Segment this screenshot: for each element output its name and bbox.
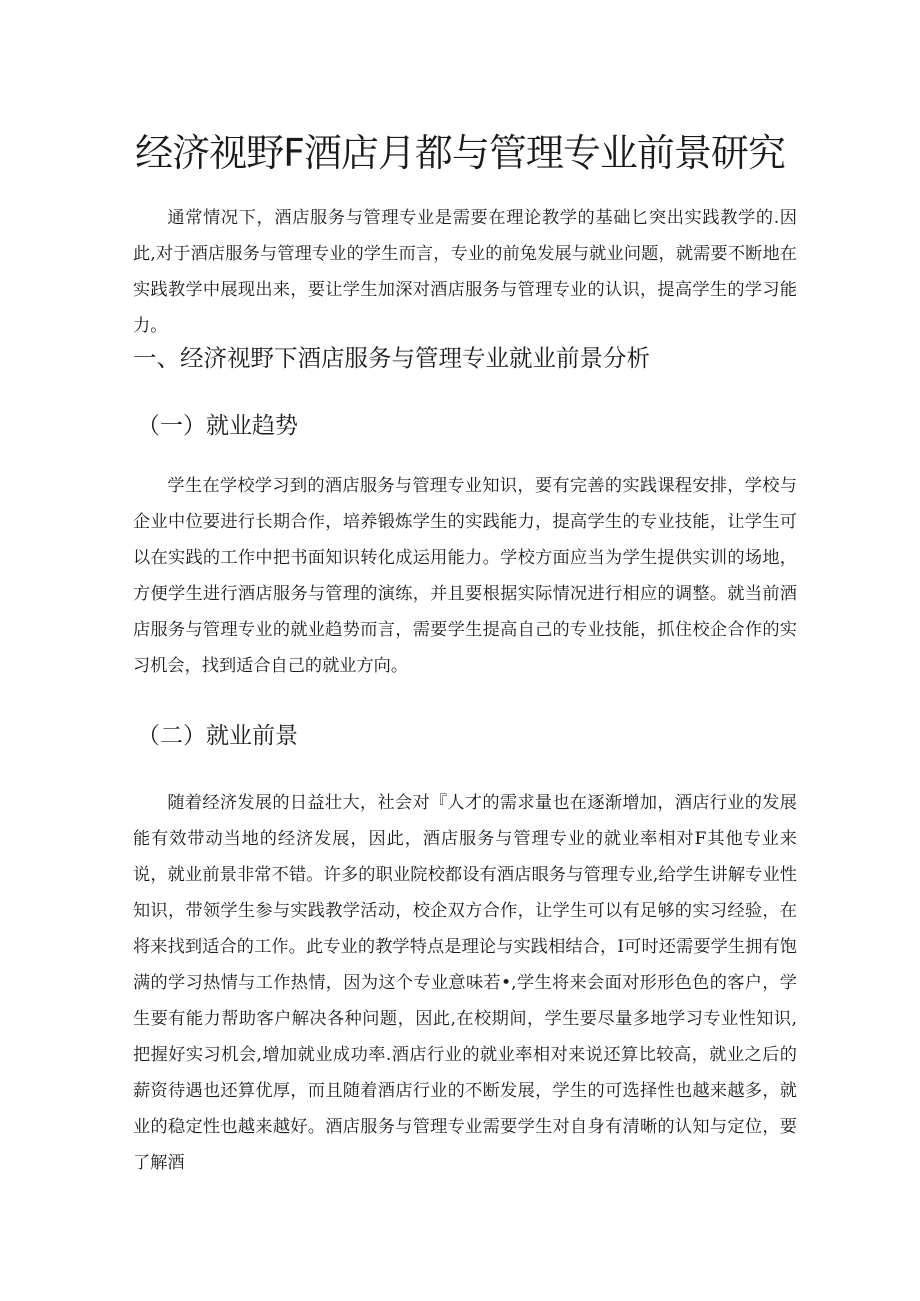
section-heading-employment-analysis: 一、经济视野下酒店服务与管理专业就业前景分析 xyxy=(133,344,650,372)
employment-trend-paragraph: 学生在学校学习到的酒店服务与管理专业知识，要有完善的实践课程安排，学校与企业中位要进行长期合作，培养锻炼学生的实践能力，提高学生的专业技能，让学生可以在实践的工作中把书面知识转化成运用能力。学校方面应当为学生提供实训的场地，方便学生进行酒店服务与管理的演练，并且要根据实际情况进行相应的调整。就当前酒店服务与管理专业的就业趋势而言，需要学生提高自己的专业技能，抓住校企合作的实习机会，找到适合自己的就业方向。 xyxy=(133,476,797,676)
document-title: 经济视野F酒店月都与管理专业前景研究 xyxy=(135,131,785,175)
intro-paragraph: 通常情况下，酒店服务与管理专业是需要在理论教学的基础匕突出实践教学的.因此,对于酒店服务与管理专业的学生而言，专业的前兔发展与就业问题，就需要不断地在实践教学中展现出来，要让学生加深对酒店服务与管理专业的认识，提高学生的学习能力。 xyxy=(133,208,797,336)
subsection-heading-employment-trend: （一）就业趋势 xyxy=(137,413,298,439)
subsection-heading-employment-prospects: （二）就业前景 xyxy=(137,723,298,749)
employment-prospects-paragraph: 随着经济发展的日益壮大，社会对『人才的需求量也在逐渐增加，酒店行业的发展能有效带动当地的经济发展，因此，酒店服务与管理专业的就业率相对F其他专业来说，就业前景非常不错。许多的职业院校都设有酒店眼务与管理专业,给学生讲解专业性知识，带领学生参与实践教学活动，校企双方合作，让学生可以有足够的实习经验，在将来找到适合的工作。此专业的教学特点是理论与实践相结合，I可时还需要学生拥有饱满的学习热情与工作热情，因为这个专业意味若•,学生将来会面对形形色色的客户，学生要有能力帮助客户解决各种问题，因此,在校期间，学生要尽量多地学习专业性知识,把握好实习机会,增加就业成功率.酒店行业的就业率相对来说还算比较高，就业之后的薪资待遇也还算优厚，而且随着酒店行业的不断发展，学生的可选择性也越来越多，就业的稳定性也越来越好。酒店服务与管理专业需要学生对自身有清晰的认知与定位，要了解酒 xyxy=(133,793,797,1173)
